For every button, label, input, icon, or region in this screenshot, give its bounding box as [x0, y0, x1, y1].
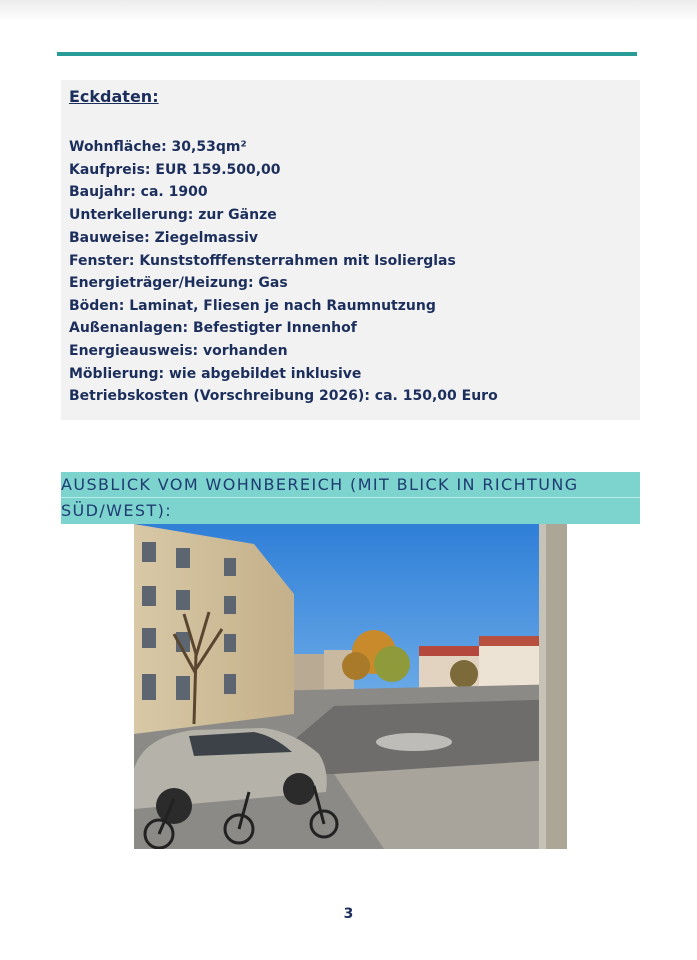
heading-line-2: SÜD/WEST): — [61, 501, 173, 520]
fact-construction: Bauweise: Ziegelmassiv — [69, 230, 258, 246]
fact-windows: Fenster: Kunststofffensterrahmen mit Isolierglas — [69, 253, 456, 269]
fact-outdoor: Außenanlagen: Befestigter Innenhof — [69, 320, 357, 336]
fact-heating: Energieträger/Heizung: Gas — [69, 275, 288, 291]
fact-living-area: Wohnfläche: 30,53qm² — [69, 139, 247, 155]
heading-line-1: AUSBLICK VOM WOHNBEREICH (MIT BLICK IN RICHTUNG — [61, 475, 579, 494]
view-section-heading — [61, 472, 640, 524]
fact-year-built: Baujahr: ca. 1900 — [69, 184, 208, 200]
top-shadow — [0, 0, 697, 22]
street-photo-illustration — [134, 524, 567, 849]
key-facts-box — [61, 80, 640, 420]
fact-price: Kaufpreis: EUR 159.500,00 — [69, 162, 281, 178]
key-facts-title: Eckdaten: — [69, 87, 159, 106]
header-rule — [57, 52, 637, 56]
street-view-photo — [134, 524, 567, 849]
fact-floors: Böden: Laminat, Fliesen je nach Raumnutzung — [69, 298, 436, 314]
fact-furnishing: Möblierung: wie abgebildet inklusive — [69, 366, 362, 382]
page-number: 3 — [343, 906, 354, 922]
fact-energy-certificate: Energieausweis: vorhanden — [69, 343, 288, 359]
fact-basement: Unterkellerung: zur Gänze — [69, 207, 277, 223]
fact-operating-costs: Betriebskosten (Vorschreibung 2026): ca. 150,00 Euro — [69, 388, 498, 404]
